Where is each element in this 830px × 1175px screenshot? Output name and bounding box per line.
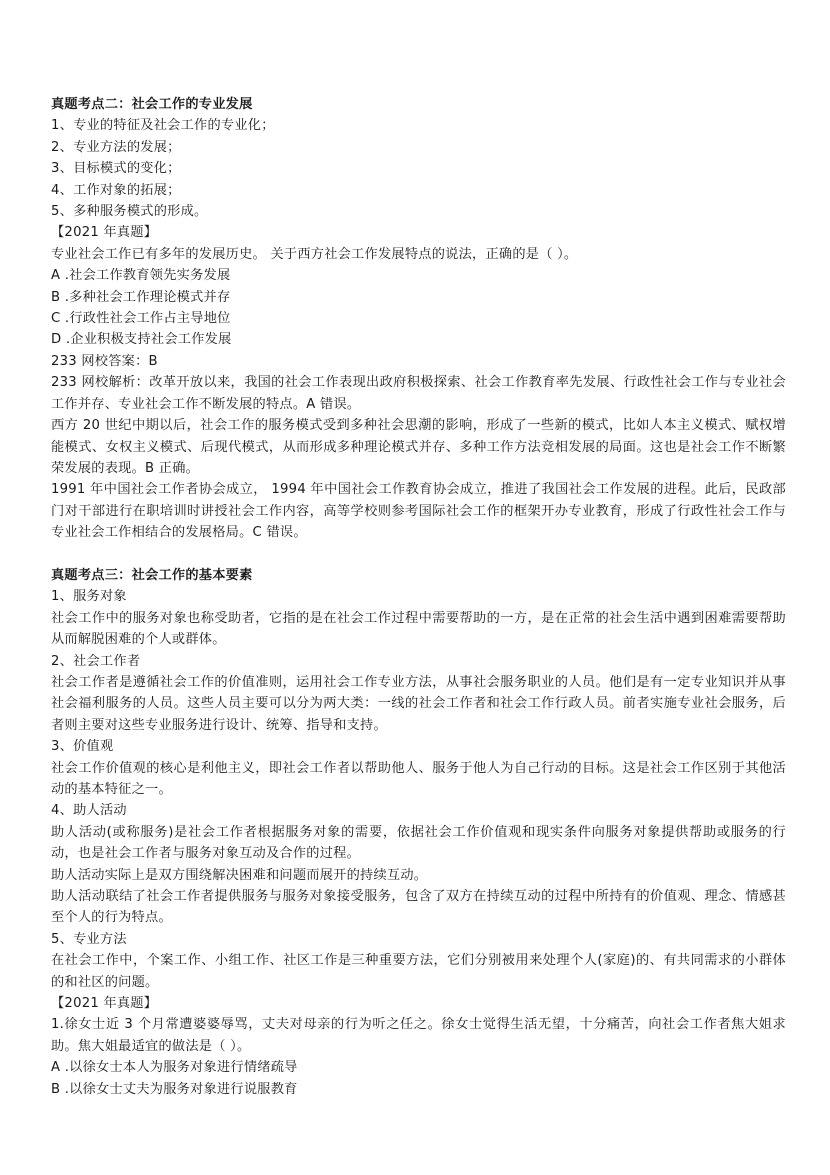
element-paragraph: 助人活动实际上是双方围绕解决困难和问题而展开的持续互动。 (51, 867, 428, 883)
section3-title: 真题考点三：社会工作的基本要素 (51, 567, 253, 583)
exam-tag: 【2021 年真题】 (51, 225, 158, 241)
question-stem: 专业社会工作已有多年的发展历史。 关于西方社会工作发展特点的说法，正确的是（ ）。 (51, 246, 578, 262)
question-stem: 1.徐女士近 3 个月常遭婆婆辱骂，丈夫对母亲的行为听之任之。徐女士觉得生活无望，十分痛苦，向社会工作者焦大姐求助。焦大姐最适宜的做法是（ ）。 (51, 1017, 786, 1054)
section2-title: 真题考点二：社会工作的专业发展 (51, 97, 253, 112)
list-item: 1、专业的特征及社会工作的专业化； (51, 118, 275, 134)
option-b: B .多种社会工作理论模式并存 (51, 289, 231, 305)
element-paragraph: 助人活动(或称服务)是社会工作者根据服务对象的需要，依据社会工作价值观和现实条件向服务对象提供帮助或服务的行动，也是社会工作者与服务对象互动及合作的过程。 (51, 824, 786, 862)
list-item: 5、多种服务模式的形成。 (51, 204, 208, 220)
list-item: 3、目标模式的变化； (51, 161, 181, 177)
option-c: C .行政性社会工作占主导地位 (51, 311, 231, 327)
answer: 233 网校答案：B (51, 353, 158, 369)
document-page (51, 94, 786, 1100)
analysis-paragraph: 233 网校解析：改革开放以来，我国的社会工作表现出政府积极探索、社会工作教育率先发展、行政性社会工作与专业社会工作并存、专业社会工作不断发展的特点。A 错误。 (51, 375, 786, 412)
element-heading: 1、服务对象 (51, 589, 127, 605)
analysis-paragraph: 西方 20 世纪中期以后，社会工作的服务模式受到多种社会思潮的影响，形成了一些新的模式，比如人本主义模式、赋权增能模式、女权主义模式、后现代模式，从而形成多种理论模式并存、多种工作方法竞相发展的局面。这也是社会工作不断繁荣发展的表现。B 正确。 (51, 418, 786, 476)
element-paragraph: 社会工作者是遵循社会工作的价值准则，运用社会工作专业方法，从事社会服务职业的人员。他们是有一定专业知识并从事社会福利服务的人员。这些人员主要可以分为两大类：一线的社会工作者和社会工作行政人员。前者实施专业社会服务，后者则主要对这些专业服务进行设计、统筹、指导和支持。 (51, 674, 786, 733)
exam-tag: 【2021 年真题】 (51, 996, 158, 1012)
option-b: B .以徐女士丈夫为服务对象进行说服教育 (51, 1081, 298, 1097)
element-heading: 2、社会工作者 (51, 653, 141, 669)
list-item: 2、专业方法的发展； (51, 139, 181, 155)
option-a: A .社会工作教育领先实务发展 (51, 268, 231, 284)
element-heading: 3、价值观 (51, 739, 114, 755)
element-paragraph: 社会工作中的服务对象也称受助者，它指的是在社会工作过程中需要帮助的一方，是在正常的社会生活中遇到困难需要帮助从而解脱困难的个人或群体。 (51, 610, 786, 648)
element-paragraph: 助人活动联结了社会工作者提供服务与服务对象接受服务，包含了双方在持续互动的过程中所持有的价值观、理念、情感甚至个人的行为特点。 (51, 889, 786, 926)
element-paragraph: 社会工作价值观的核心是利他主义，即社会工作者以帮助他人、服务于他人为自己行动的目标。这是社会工作区别于其他活动的基本特征之一。 (51, 760, 786, 797)
section-spacer (51, 544, 786, 565)
option-d: D .企业积极支持社会工作发展 (51, 332, 232, 348)
element-heading: 4、助人活动 (51, 803, 127, 819)
list-item: 4、工作对象的拓展； (51, 182, 181, 198)
option-a: A .以徐女士本人为服务对象进行情绪疏导 (51, 1060, 298, 1076)
analysis-paragraph: 1991 年中国社会工作者协会成立， 1994 年中国社会工作教育协会成立，推进了我国社会工作发展的进程。此后，民政部门对干部进行在职培训时讲授社会工作内容，高等学校则参考国际社会工作的框架开办专业教育，形成了行政性社会工作与专业社会工作相结合的发展格局。C 错误。 (51, 482, 786, 541)
element-paragraph: 在社会工作中，个案工作、小组工作、社区工作是三种重要方法，它们分别被用来处理个人(家庭)的、有共同需求的小群体的和社区的问题。 (51, 953, 786, 990)
element-heading: 5、专业方法 (51, 931, 127, 947)
